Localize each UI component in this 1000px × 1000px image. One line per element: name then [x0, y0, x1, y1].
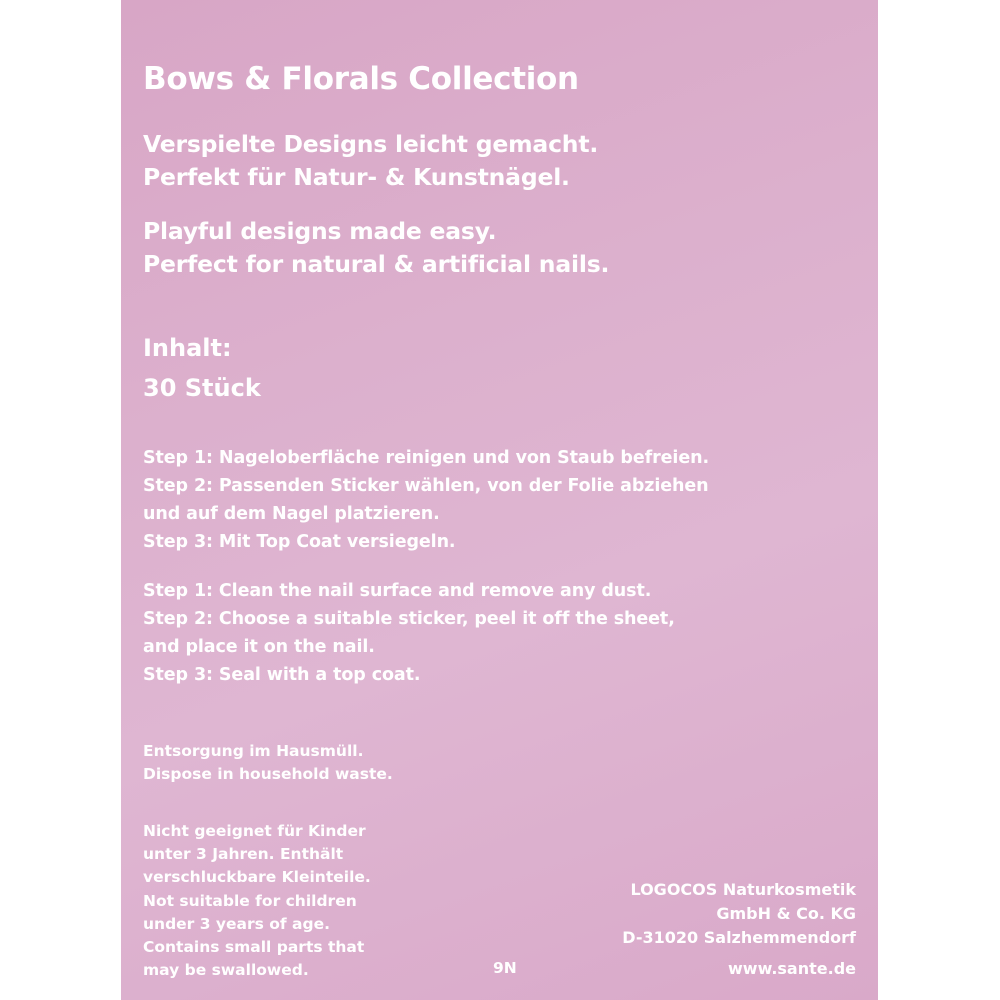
product-title: Bows & Florals Collection	[143, 61, 579, 97]
website-url: www.sante.de	[728, 959, 856, 978]
instructions-english: Step 1: Clean the nail surface and remove any dust. Step 2: Choose a suitable sticker, peel it off the sheet, and place it on the nail. Step 3: Seal with a top coat.	[143, 581, 675, 685]
instructions-german: Step 1: Nageloberfläche reinigen und von Staub befreien. Step 2: Passenden Sticker wählen, von der Folie abziehen und auf dem Nagel platzieren. Step 3: Mit Top Coat versiegeln.	[143, 448, 709, 552]
safety-warning-german: Nicht geeignet für Kinder unter 3 Jahren. Enthält verschluckbare Kleinteile.	[143, 822, 371, 886]
batch-code: 9N	[493, 959, 517, 977]
product-label	[121, 0, 878, 1000]
manufacturer-address: LOGOCOS Naturkosmetik GmbH & Co. KG D-31020 Salzhemmendorf	[622, 880, 856, 947]
tagline-german: Verspielte Designs leicht gemacht. Perfekt für Natur- & Kunstnägel.	[143, 130, 599, 191]
safety-warning-english: Not suitable for children under 3 years of age. Contains small parts that may be swallowed.	[143, 892, 365, 979]
disposal-note: Entsorgung im Hausmüll. Dispose in household waste.	[143, 742, 393, 783]
tagline-english: Playful designs made easy. Perfect for natural & artificial nails.	[143, 217, 610, 278]
contents-quantity: Inhalt: 30 Stück	[143, 334, 261, 402]
